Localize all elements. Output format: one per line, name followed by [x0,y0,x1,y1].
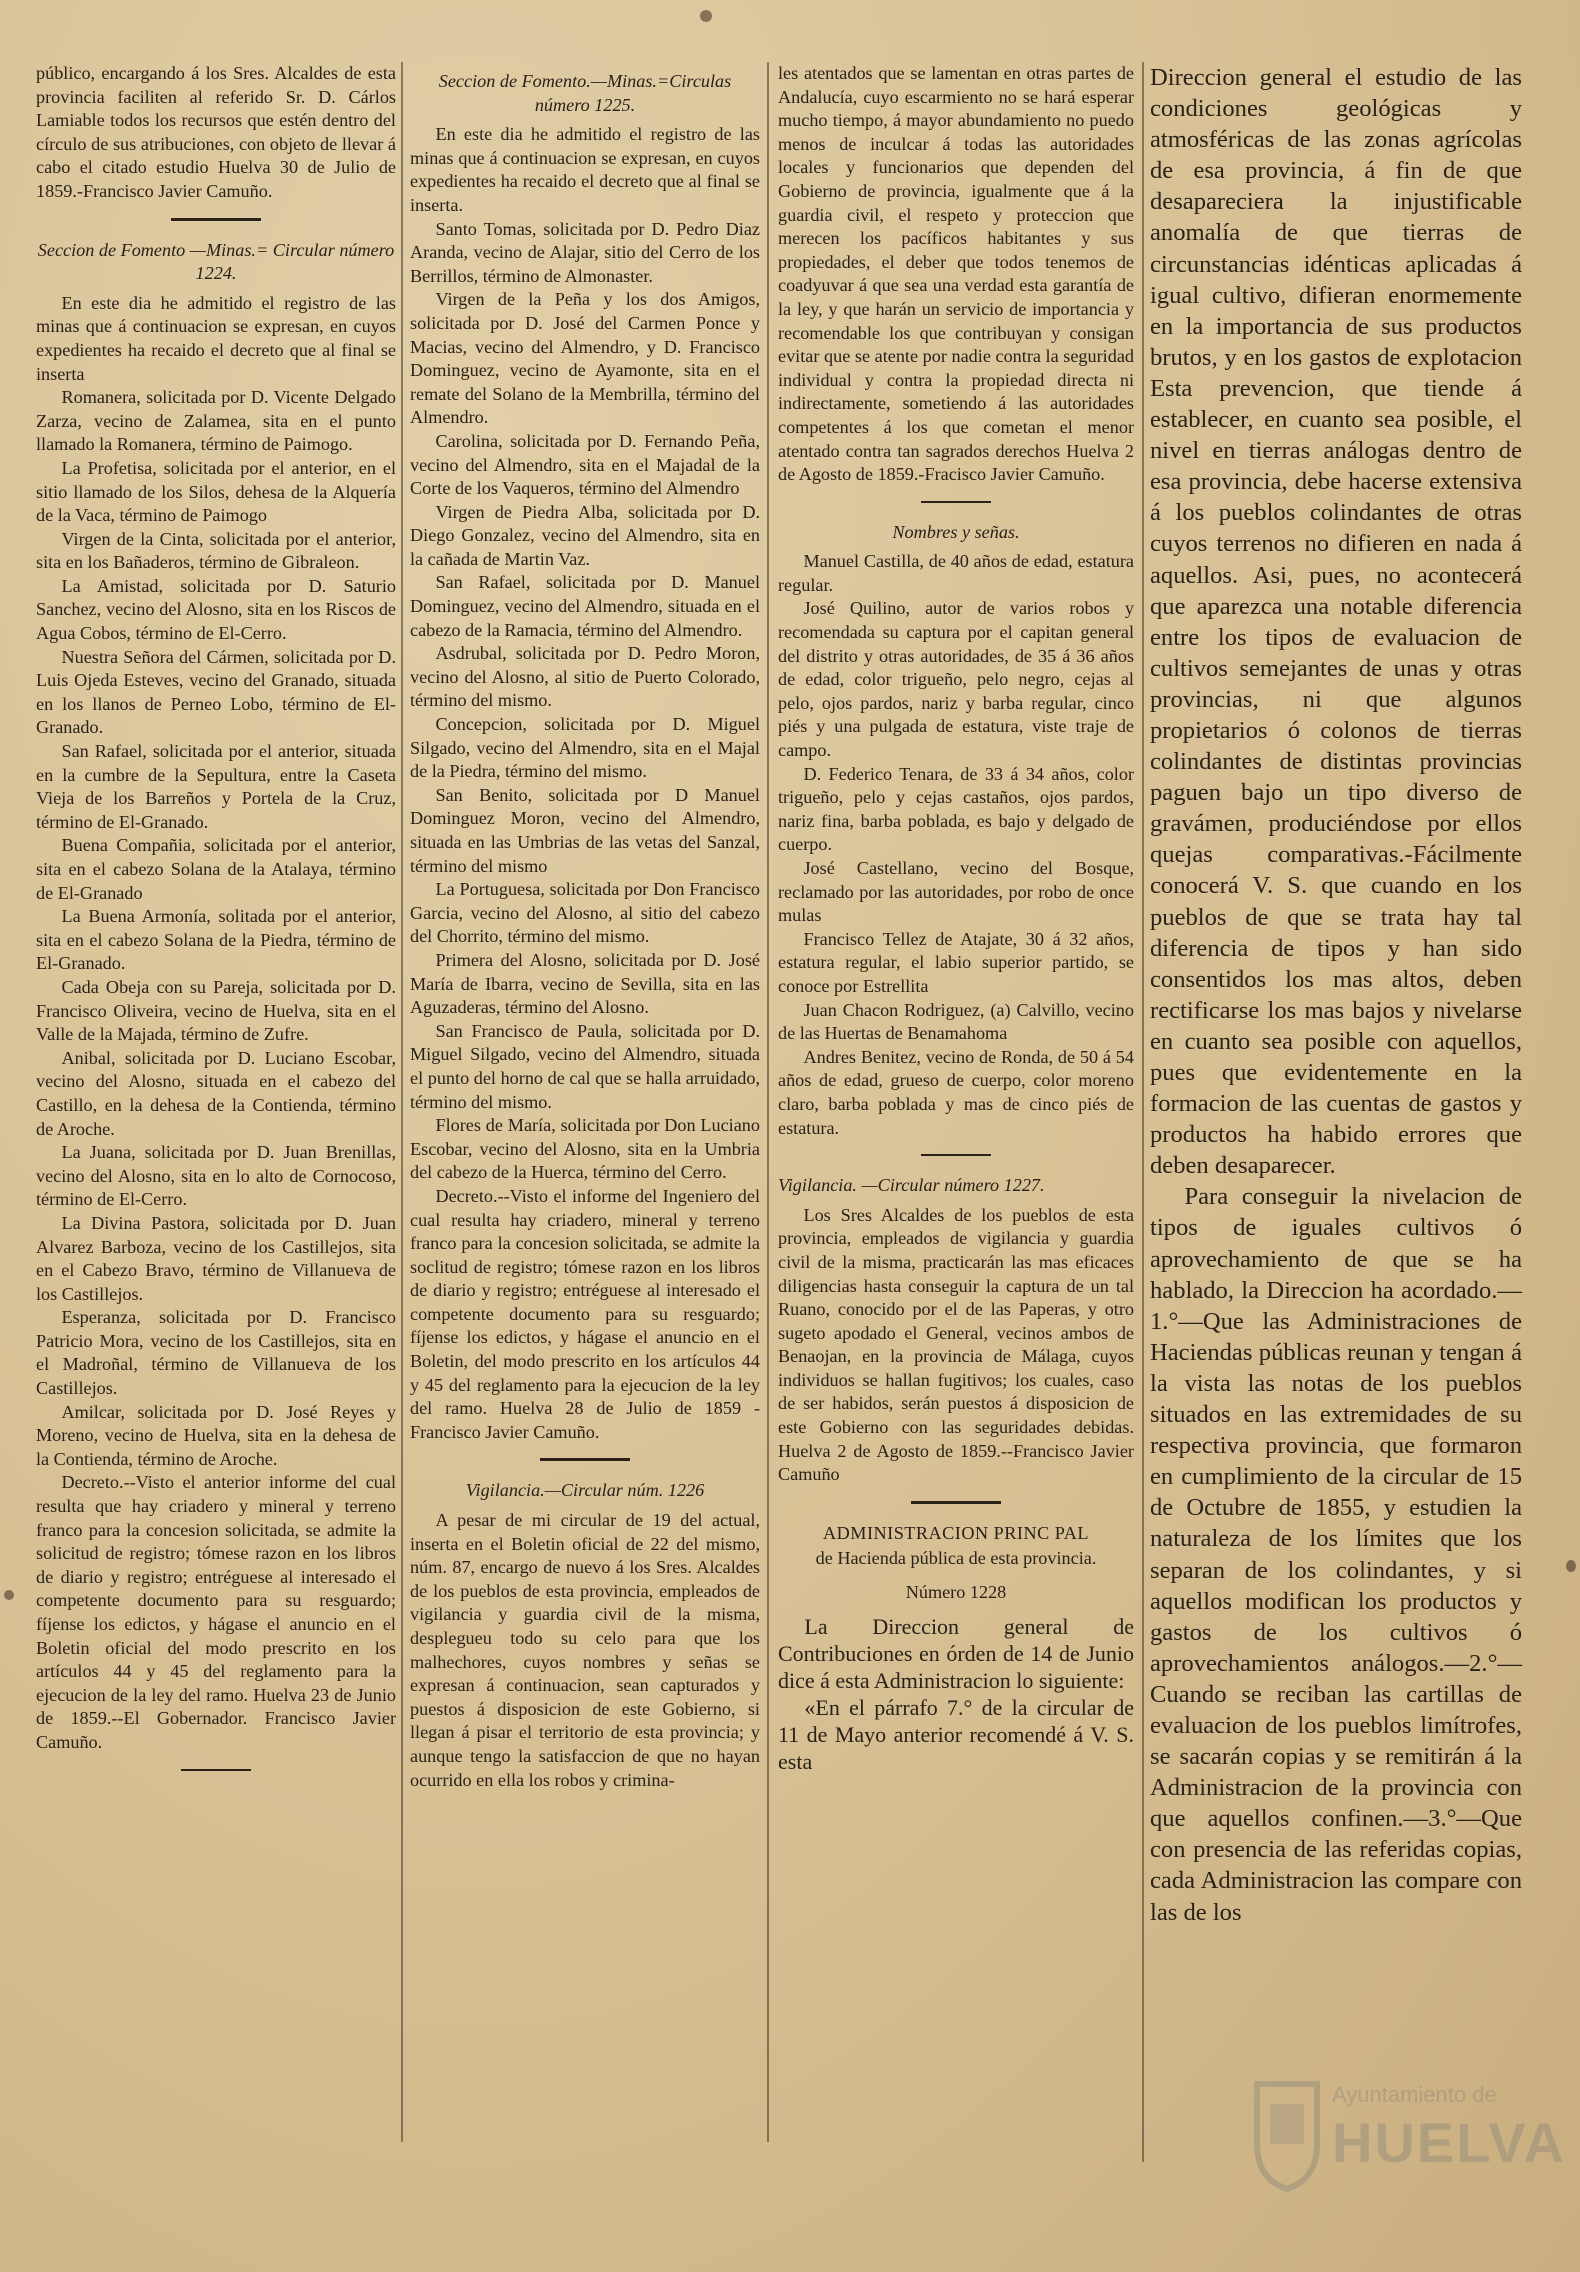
col2-para: Santo Tomas, solicitada por D. Pedro Diaz Aranda, vecino de Alajar, sitio del Cerro de los Berrillos, término de Almonaster. [410,218,760,286]
col3-para: Andres Benitez, vecino de Ronda, de 50 á 54 años de edad, grueso de cuerpo, color moreno claro, barba poblada y mas de cinco piés de estatura. [778,1046,1134,1138]
col1-heading: Seccion de Fomento —Minas.= Circular número 1224. [37,239,395,284]
col2-para: San Francisco de Paula, solicitada por D. Miguel Silgado, vecino del Almendro, situada el punto del horno de cal que se halla arruidado, término del mismo. [410,1020,760,1112]
col2-para: Flores de María, solicitada por Don Luciano Escobar, vecino del Alosno, sita en la Umbria del cabezo de la Huerca, término del Cerro. [410,1115,760,1183]
col2-para: En este dia he admitido el registro de las minas que á continuacion se expresan, en cuyos expedientes ha recaido el decreto que al final se inserta. [410,124,760,215]
col2-para: Concepcion, solicitada por D. Miguel Silgado, vecino del Almendro, sita en el Majal de la Piedra, término del mismo. [410,714,760,782]
col3-para: Francisco Tellez de Atajate, 30 á 32 años, estatura regular, el labio superior partido, se conoce por Estrellita [778,928,1134,996]
col3-separator-3 [911,1501,1001,1504]
column-1 [36,62,396,1789]
paper-hole-right [1566,1560,1576,1572]
coat-of-arms-icon [1252,2074,1322,2194]
col4-para: Direccion general el estudio de las condiciones geológicas y atmosféricas de las zonas agrícolas de esa provincia, á fin de que desapareciera la injustificable anomalía de que tierras de circunstancias idénticas aplicadas á igual cultivo, difieran enormemente en la importancia de sus productos brutos, y en los gastos de explotacion Esta prevencion, que tiende á establecer, en cuanto sea posible, el nivel en tierras análogas dentro de esa provincia, debe hacerse extensiva á los pueblos colindantes de otras cuyos terrenos no difieren en nada á aquellos. Asi, pues, no acontecerá que aparezca una notable diferencia entre los tipos de evaluacion de cultivos semejantes de unas y otras provincias, ni que algunos propietarios ó colonos de tierras colindantes de distintas provincias paguen bajo un tipo diverso de gravámen, produciéndose por ellos quejas comparativas.-Fácilmente conocerá V. S. que cuando en los pueblos de que se trata hay tal diferencia de tipos y han sido consentidos los mas altos, deben rectificarse los mas bajos y nivelarse en cuanto sea posible con aquellos, pues que evidentemente en la formacion de las cuentas de gastos y productos ha habido errores que deben desaparecer. [1150,64,1522,1180]
paper-hole-top [700,10,712,22]
col4-para: Para conseguir la nivelacion de tipos de iguales cultivos ó aprovechamiento de que se ha hablado, la Direccion ha acordado.—1.°—Que las Administraciones de Haciendas públicas reunan y tengan á la vista las notas de los pueblos situados en las extremidades de su respectiva provincia, que formaron en cumplimiento de la circular de 15 de Octubre de 1855, y estudien la naturaleza de los límites que los separan de los colindantes, y si aquellos modifican los productos y gastos de los cultivos ó aprovechamientos análogos.—2.°—Cuando se reciban las cartillas de evaluacion de los pueblos limítrofes, se sacarán copias y se remitirán á la Administracion de la provincia con que aquellos confinen.—3.°—Que con presencia de las referidas copias, cada Administracion las compare con las de los [1150,1183,1522,1926]
numero-label: Número 1228 [905,1582,1007,1603]
col2-para: Primera del Alosno, solicitada por D. José María de Ibarra, vecino de Sevilla, sita en las Aguzaderas, término del Alosno. [410,949,760,1018]
col2-para: Carolina, solicitada por D. Fernando Peña, vecino del Almendro, sita en el Majadal de la Corte de los Vaqueros, término del Almendro [410,430,760,499]
col1-para: La Profetisa, solicitada por el anterior, en el sitio llamado de los Silos, dehesa de la Alquería de la Vaca, término de Paimogo [36,457,396,526]
col1-para: Esperanza, solicitada por D. Francisco Patricio Mora, vecino de los Castillejos, sita en el Madroñal, término de Villanueva de los Castillejos. [36,1307,396,1399]
col1-para: La Divina Pastora, solicitada por D. Juan Alvarez Barboza, vecino de los Castillejos, sita en el Cabezo Bravo, término de Villanueva de los Castillejos. [36,1212,396,1304]
col3-para: José Castellano, vecino del Bosque, reclamado por las autoridades, por robo de once mulas [778,858,1134,926]
watermark-line-1: Ayuntamiento de [1332,2082,1497,2107]
column-4 [1150,62,1522,1928]
col2-para: San Rafael, solicitada por D. Manuel Dominguez, vecino del Almendro, situada en el cabezo de la Ramacia, término del Almendro. [410,572,760,640]
col1-para: Virgen de la Cinta, solicitada por el anterior, sita en los Bañaderos, término de Gibraleon. [36,528,396,573]
col3-para: José Quilino, autor de varios robos y recomendada su captura por el capitan general del distrito y otras autoridades, de 35 á 36 años de edad, color trigueño, pelo negro, cejas al pelo, ojos pardos, nariz y barba regular, cinco piés y una pulgada de estatura, viste traje de campo. [778,598,1134,761]
col1-para: Amilcar, solicitada por D. José Reyes y Moreno, vecino de Huelva, sita en la dehesa de la Contienda, término de Aroche. [36,1401,396,1469]
col1-para: En este dia he admitido el registro de las minas que á continuacion se expresan, en cuyos expedientes ha recaido el decreto que al final se inserta [36,292,396,384]
watermark-line-2: HUELVA [1332,2111,1566,2174]
col3-separator-2 [921,1154,991,1156]
paper-hole-left [4,1590,14,1600]
col3-heading-2: Vigilancia. —Circular número 1227. [778,1175,1045,1196]
col1-para: La Amistad, solicitada por D. Saturio Sanchez, vecino del Alosno, sita en los Riscos de Agua Cobos, término de El-Cerro. [36,575,396,644]
col3-big-para: «En el párrafo 7.° de la circular de 11 de Mayo anterior recomendé á V. S. esta [778,1694,1134,1774]
column-rule-3 [1142,62,1144,2162]
column-2 [410,62,760,1792]
ayuntamiento-watermark [1252,2064,1566,2214]
col3-para: les atentados que se lamentan en otras partes de Andalucía, cuyo escarmiento no se hará esperar mucho tiempo, á mayor abundamiento no puedo menos de inculcar á todas las autoridades locales y funcionarios que dependen del Gobierno de provincia, igualmente que á la guardia civil, el respeto y proteccion que merecen los pacíficos habitantes y sus propiedades, el deber que todos tenemos de coadyuvar á que sea una verdad esta garantía de la ley, y que harán un servicio de importancia y recomendable los que contribuyan y consigan evitar que se atente por nadie contra la seguridad individual y contra la propiedad directa ni indirectamente, sometiendo á las autoridades competentes á los que cometan el menor atentado contra tan sagrados derechos Huelva 2 de Agosto de 1859.-Fracisco Javier Camuño. [778,63,1134,485]
col2-decreto: Decreto.--Visto el informe del Ingeniero del cual resulta hay criadero, mineral y terreno franco para la concesion solicitada, se admite la soclitud de registro; tómese razon en los libros de diario y registro; entréguese al interesado el competente documento para su resguardo; fíjense los edictos, y hágase el anuncio en el Boletin, del modo prescrito en los artículos 44 y 45 del reglamento para la ejecucion de la ley del ramo. Huelva 28 de Julio de 1859 -Francisco Javier Camuño. [410,1185,760,1442]
col3-big-para: La Direccion general de Contribuciones en órden de 14 de Junio dice á esta Administracion lo siguiente: [778,1613,1134,1693]
col3-heading: Nombres y señas. [892,521,1020,542]
column-rule-2 [767,62,769,2142]
col1-para: La Juana, solicitada por D. Juan Brenillas, vecino del Alosno, sita en lo alto de Cornocoso, término de El-Cerro. [36,1142,396,1210]
col2-para: San Benito, solicitada por D Manuel Dominguez Moron, vecino del Almendro, situada en las Umbrias de las vetas del Sanzal, término del mismo [410,784,760,876]
col3-para: Manuel Castilla, de 40 años de edad, estatura regular. [778,551,1134,595]
col2-separator [540,1458,630,1461]
col2-para: Virgen de Piedra Alba, solicitada por D. Diego Gonzalez, vecino del Almendro, sita en la cañada de Martin Vaz. [410,501,760,569]
col3-para: Los Sres Alcaldes de los pueblos de esta provincia, empleados de vigilancia y guardia civil de la misma, practicarán las mas eficaces diligencias hasta conseguir la captura de un tal Ruano, conocido por el de las Paperas, y otro sugeto apodado el General, vecinos ambos de Benaojan, en la provincia de Málaga, cuyos individuos se hallan fugitivos; los cuales, caso de ser habidos, serán puestos á disposicion de este Gobierno con las seguridades debidas. Huelva 2 de Agosto de 1859.--Francisco Javier Camuño [778,1204,1134,1485]
col1-para: Cada Obeja con su Pareja, solicitada por D. Francisco Oliveira, vecino de Huelva, sita en el Valle de la Majada, término de Zufre. [36,976,396,1045]
col1-para: Nuestra Señora del Cármen, solicitada por D. Luis Ojeda Esteves, vecino del Granado, situada en los llanos de Perneo Lobo, término de El-Granado. [36,646,396,738]
col1-para: Buena Compañia, solicitada por el anterior, sita en el cabezo Solana de la Atalaya, término de El-Granado [36,835,396,903]
col2-para: La Portuguesa, solicitada por Don Francisco Garcia, vecino del Alosno, al sitio del cabezo del Chorrito, término del mismo. [410,879,760,947]
col1-separator [171,218,261,221]
col3-para: D. Federico Tenara, de 33 á 34 años, color trigueño, pelo y cejas castaños, ojos pardos, nariz fina, barba poblada, es bajo y delgado de cuerpo. [778,763,1134,855]
col1-para: Anibal, solicitada por D. Luciano Escobar, vecino del Alosno, situada en el cabezo del Castillo, en la dehesa de la Contienda, término de Aroche. [36,1047,396,1139]
col1-end-separator [181,1769,251,1771]
col2-para: Virgen de la Peña y los dos Amigos, solicitada por D. José del Carmen Ponce y Macias, vecino del Almendro, y D. Francisco Dominguez, vecino de Ayamonte, sita en el remate del Solano de la Membrilla, término del Almendro. [410,289,760,428]
admin-subtitle: de Hacienda pública de esta provincia. [815,1548,1097,1569]
col1-decreto: Decreto.--Visto el anterior informe del cual resulta que hay criadero y mineral y terreno franco para la concesion solicitada, se admite la solicitud de registro; tómese razon en los libros de diario y registro; entréguese al interesado el competente documento para su resguardo; fíjense los edictos, y hágase el anuncio en el Boletin oficial del modo prescrito en los artículos 44 y 45 del reglamento para la ejecucion de la ley del ramo. Huelva 23 de Junio de 1859.--El Gobernador. Francisco Javier Camuño. [36,1472,396,1752]
col1-para: Romanera, solicitada por D. Vicente Delgado Zarza, vecino de Zalamea, sita en el punto llamado la Romanera, término de Paimogo. [36,387,396,455]
column-3 [778,62,1134,1775]
col1-intro: público, encargando á los Sres. Alcaldes de esta provincia faciliten al referido Sr. D. Cárlos Lamiable todos los recursos que estén dentro del círculo de sus atribuciones, con objeto de llevar á cabo el citado estudio Huelva 30 de Julio de 1859.-Francisco Javier Camuño. [36,63,396,201]
admin-title: ADMINISTRACION PRINC PAL [823,1522,1089,1543]
col2-para: A pesar de mi circular de 19 del actual, inserta en el Boletin oficial de 22 del mismo, núm. 87, encargo de nuevo á los Sres. Alcaldes de los pueblos de esta provincia, empleados de vigilancia y guardia civil de la misma, desplegueu todo su celo para que los malhechores, cuyos nombres y señas se expresan á continuacion, sean capturados y puestos á disposicion de este Gobierno, si llegan á pisar el territorio de esta provincia; y aunque tengo la satisfaccion de que no hayan ocurrido en ella los robos y crimina- [410,1510,760,1790]
column-rule-1 [401,62,403,2142]
col2-para: Asdrubal, solicitada por D. Pedro Moron, vecino del Alosno, al sitio de Puerto Colorado, término del mismo. [410,643,760,711]
col1-para: San Rafael, solicitada por el anterior, situada en la cumbre de la Sepultura, entre la Caseta Vieja de los Barreños y Portela de la Cruz, término de El-Granado. [36,741,396,832]
col1-para: La Buena Armonía, solitada por el anterior, sita en el cabezo Solana de la Piedra, término de El-Granado. [36,906,396,974]
col3-separator [921,501,991,503]
col2-heading: Seccion de Fomento.—Minas.=Circulas número 1225. [438,71,732,115]
col2-heading-2: Vigilancia.—Circular núm. 1226 [465,1480,705,1501]
col3-para: Juan Chacon Rodriguez, (a) Calvillo, vecino de las Huertas de Benamahoma [778,999,1134,1044]
